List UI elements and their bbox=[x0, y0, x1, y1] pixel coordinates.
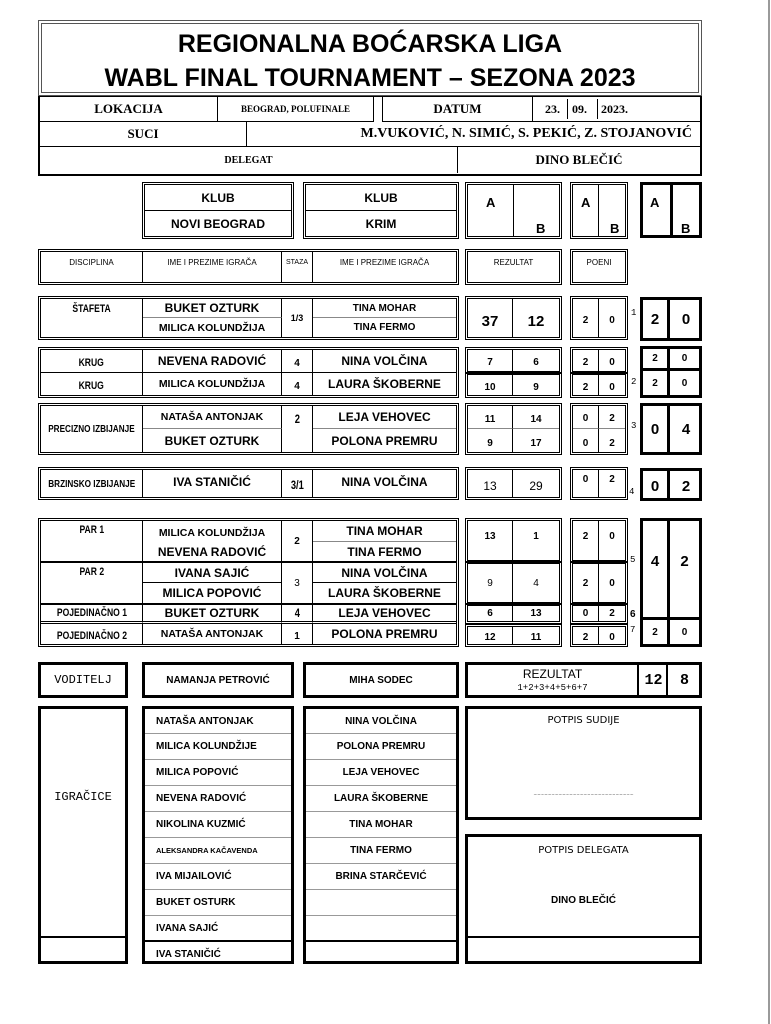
delegat-label: DELEGAT bbox=[40, 147, 458, 173]
player-b2: POLONA PREMRU bbox=[331, 433, 438, 448]
total-a: 0 bbox=[643, 471, 670, 498]
result-b: 9 bbox=[533, 381, 539, 393]
match-stafeta bbox=[38, 296, 459, 340]
player-row bbox=[306, 942, 456, 967]
rezultat-ab-header bbox=[465, 182, 562, 239]
player-row: TINA MOHAR bbox=[306, 812, 456, 838]
player-b1: TINA MOHAR bbox=[313, 299, 456, 318]
points-poj2 bbox=[570, 624, 628, 647]
player-row: BUKET OSTURK bbox=[145, 890, 291, 916]
datum-year: 2023. bbox=[601, 102, 628, 116]
points-b: 2 bbox=[609, 474, 615, 485]
result-b: 12 bbox=[527, 312, 545, 330]
datum-value bbox=[533, 97, 700, 122]
player-a2: MILICA POPOVIĆ bbox=[143, 583, 282, 605]
player-a: BUKET OZTURK bbox=[143, 605, 282, 624]
match-number: 3 bbox=[631, 421, 637, 431]
staza-text: 2 bbox=[294, 412, 300, 426]
suci-value: M.VUKOVIĆ, N. SIMIĆ, S. PEKIĆ, Z. STOJANOVIĆ bbox=[247, 122, 700, 147]
player-row bbox=[306, 890, 456, 916]
match-number: 2 bbox=[631, 377, 637, 387]
result-a: 7 bbox=[468, 350, 513, 371]
points-b: 0 bbox=[609, 577, 615, 589]
datum-month: 09. bbox=[572, 102, 587, 116]
discipline-text: POJEDINAČNO 2 bbox=[56, 629, 127, 642]
lokacija-value: BEOGRAD, POLUFINALE bbox=[218, 97, 374, 122]
points-brzinsko bbox=[570, 467, 628, 500]
result-poj1 bbox=[465, 603, 562, 624]
staza: 2 bbox=[282, 521, 313, 563]
player-a: NEVENA RADOVIĆ bbox=[143, 350, 282, 373]
signature-line: ........................................................................ bbox=[533, 791, 634, 797]
label-a: A bbox=[486, 195, 496, 210]
player-a1: MILICA KOLUNDŽIJA bbox=[143, 521, 282, 542]
result-par1 bbox=[465, 518, 562, 563]
result-a: 12 bbox=[468, 627, 513, 644]
points-a: 2 bbox=[573, 375, 599, 395]
staza: 1 bbox=[282, 624, 313, 644]
result-a: 13 bbox=[468, 521, 513, 560]
delegat-signature-name: DINO BLEČIĆ bbox=[551, 894, 616, 906]
total-b: 4 bbox=[681, 420, 691, 438]
discipline-text: PRECIZNO IZBIJANJE bbox=[48, 423, 135, 435]
points-b: 0 bbox=[609, 632, 615, 643]
player-row: MILICA POPOVIĆ bbox=[145, 760, 291, 786]
total-b: 0 bbox=[681, 377, 688, 389]
divider bbox=[468, 936, 699, 938]
staza: 4 bbox=[282, 350, 313, 373]
discipline-text: BRZINSKO IZBIJANJE bbox=[48, 477, 135, 490]
club-a-box bbox=[142, 182, 294, 239]
player-row: POLONA PREMRU bbox=[306, 734, 456, 760]
match-brzinsko bbox=[38, 467, 459, 500]
result-b: 6 bbox=[533, 357, 539, 368]
result-b: 17 bbox=[530, 438, 542, 449]
points-a: 2 bbox=[573, 564, 599, 602]
player-a: MILICA KOLUNDŽIJA bbox=[143, 373, 282, 395]
points-poj1 bbox=[570, 603, 628, 624]
result-krug-1 bbox=[465, 347, 562, 374]
staza-text: 4 bbox=[294, 606, 300, 620]
match-pairs-singles bbox=[38, 518, 459, 647]
points-b: 0 bbox=[609, 314, 615, 326]
label-a: A bbox=[581, 195, 591, 210]
discipline-text: POJEDINAČNO 1 bbox=[56, 607, 127, 619]
result-a: 37 bbox=[468, 299, 513, 337]
total-ab-header bbox=[640, 182, 702, 238]
result-a: 9 bbox=[468, 429, 513, 452]
col-poeni: POENI bbox=[570, 249, 628, 285]
klub-label-b: KLUB bbox=[306, 185, 456, 211]
match-number: 1 bbox=[631, 308, 637, 318]
voditelj-a: NAMANJA PETROVIĆ bbox=[142, 662, 294, 698]
poeni-ab-header bbox=[570, 182, 628, 239]
points-a: 2 bbox=[573, 627, 599, 644]
total-result-box bbox=[465, 662, 702, 698]
result-b: 1 bbox=[533, 531, 539, 542]
result-b: 4 bbox=[533, 577, 539, 589]
points-a: 0 bbox=[573, 606, 599, 621]
club-b-box bbox=[303, 182, 459, 239]
points-b: 2 bbox=[599, 406, 625, 429]
player-b2: TINA FERMO bbox=[313, 542, 456, 563]
total-a: 2 bbox=[643, 371, 670, 395]
divider bbox=[597, 99, 598, 119]
points-a: 0 bbox=[573, 429, 599, 452]
player-a2: NEVENA RADOVIĆ bbox=[143, 542, 282, 563]
col-igrac-b: IME I PREZIME IGRAČA bbox=[339, 258, 430, 267]
total-brzinsko bbox=[640, 468, 702, 501]
points-b: 0 bbox=[609, 381, 615, 393]
divider bbox=[41, 936, 125, 938]
label-b: B bbox=[536, 221, 546, 236]
discipline-label bbox=[41, 406, 143, 452]
datum-day: 23. bbox=[545, 102, 560, 116]
player-row: IVA MIJAILOVIĆ bbox=[145, 864, 291, 890]
divider bbox=[567, 99, 568, 119]
points-precizno bbox=[570, 403, 628, 455]
player-b1: LEJA VEHOVEC bbox=[313, 406, 456, 429]
players-a-list bbox=[142, 706, 294, 964]
player-b: LAURA ŠKOBERNE bbox=[328, 377, 441, 391]
voditelj-b: MIHA SODEC bbox=[303, 662, 459, 698]
player-b: NINA VOLČINA bbox=[341, 475, 428, 489]
discipline-label bbox=[41, 563, 143, 605]
player-b: POLONA PREMRU bbox=[331, 627, 438, 641]
player-a1: BUKET OZTURK bbox=[143, 299, 282, 318]
discipline-label bbox=[41, 373, 143, 395]
result-b: 11 bbox=[530, 632, 542, 643]
total-krug bbox=[640, 346, 702, 398]
discipline-text: KRUG bbox=[78, 379, 105, 392]
player-a: IVA STANIČIĆ bbox=[143, 470, 282, 497]
staza bbox=[282, 605, 313, 624]
title-box bbox=[38, 20, 702, 96]
total-b: 0 bbox=[681, 310, 691, 328]
result-a: 9 bbox=[468, 564, 513, 602]
title-line-1: REGIONALNA BOĆARSKA LIGA bbox=[177, 29, 563, 58]
title-line-2: WABL FINAL TOURNAMENT – SEZONA 2023 bbox=[104, 63, 636, 92]
igracice-label: IGRAČICE bbox=[54, 790, 112, 804]
total-b: 8 bbox=[679, 671, 689, 689]
divider bbox=[670, 185, 673, 235]
label-a: A bbox=[650, 195, 660, 210]
player-a2: BUKET OZTURK bbox=[143, 429, 282, 452]
player-b2: LAURA ŠKOBERNE bbox=[313, 583, 456, 605]
result-a: 13 bbox=[468, 470, 513, 497]
igracice-box bbox=[38, 706, 128, 964]
staza: 4 bbox=[282, 373, 313, 395]
total-a: 4 bbox=[643, 521, 670, 620]
points-a: 2 bbox=[573, 521, 599, 560]
points-par1 bbox=[570, 518, 628, 563]
match-number: 7 bbox=[630, 625, 636, 635]
suci-label: SUCI bbox=[40, 122, 247, 147]
discipline-label bbox=[41, 521, 143, 563]
player-row bbox=[306, 916, 456, 942]
result-poj2 bbox=[465, 624, 562, 647]
match-number: 6 bbox=[630, 609, 636, 620]
result-b: 14 bbox=[513, 406, 559, 429]
points-b: 2 bbox=[609, 437, 615, 449]
discipline-label bbox=[41, 299, 143, 337]
total-a: 2 bbox=[643, 300, 670, 338]
discipline-text: ŠTAFETA bbox=[72, 303, 111, 315]
voditelj-label: VODITELJ bbox=[38, 662, 128, 698]
player-row: BRINA STARČEVIĆ bbox=[306, 864, 456, 890]
column-header-row bbox=[38, 249, 459, 285]
total-a: 2 bbox=[643, 349, 670, 371]
staza: 1/3 bbox=[282, 299, 313, 337]
points-b: 2 bbox=[609, 608, 615, 619]
col-staza: STAZA bbox=[282, 252, 313, 282]
player-b1: NINA VOLČINA bbox=[313, 563, 456, 583]
staza bbox=[282, 470, 313, 497]
delegat-value: DINO BLEČIĆ bbox=[535, 152, 623, 167]
klub-label-a: KLUB bbox=[145, 185, 291, 211]
players-b-list bbox=[303, 706, 459, 964]
player-row: LAURA ŠKOBERNE bbox=[306, 786, 456, 812]
divider bbox=[513, 185, 514, 236]
result-a: 11 bbox=[468, 406, 513, 429]
rezultat-label: REZULTAT bbox=[522, 666, 583, 681]
player-b1: TINA MOHAR bbox=[313, 521, 456, 542]
col-rezultat: REZULTAT bbox=[465, 249, 562, 285]
player-row: NIKOLINA KUZMIĆ bbox=[145, 812, 291, 838]
player-b: LEJA VEHOVEC bbox=[313, 605, 456, 624]
points-b: 0 bbox=[609, 357, 615, 368]
potpis-sudije-label: POTPIS SUDIJE bbox=[547, 714, 620, 726]
points-a: 0 bbox=[573, 470, 599, 497]
match-number: 5 bbox=[630, 555, 636, 565]
match-krug bbox=[38, 347, 459, 398]
points-a: 0 bbox=[573, 406, 599, 429]
staza-text: 3/1 bbox=[290, 478, 304, 492]
points-krug-2 bbox=[570, 372, 628, 398]
club-a-name: NOVI BEOGRAD bbox=[170, 216, 265, 231]
total-b: 2 bbox=[681, 478, 691, 495]
points-a: 2 bbox=[573, 299, 599, 337]
potpis-delegata-label: POTPIS DELEGATA bbox=[538, 844, 629, 856]
discipline-text: KRUG bbox=[78, 356, 105, 369]
info-table bbox=[38, 96, 702, 176]
label-b: B bbox=[610, 221, 620, 236]
divider bbox=[598, 185, 599, 236]
datum-label: DATUM bbox=[383, 97, 533, 122]
result-b: 13 bbox=[530, 608, 542, 619]
result-a: 10 bbox=[468, 375, 513, 395]
total-pairs bbox=[640, 518, 702, 647]
player-a2: MILICA KOLUNDŽIJA bbox=[143, 318, 282, 337]
potpis-delegata-box bbox=[465, 834, 702, 964]
result-a: 6 bbox=[468, 606, 513, 621]
player-row: IVANA SAJIĆ bbox=[145, 916, 291, 942]
points-stafeta bbox=[570, 296, 628, 340]
player-row: ALEKSANDRA KAČAVENDA bbox=[145, 838, 291, 864]
total-b: 2 bbox=[670, 521, 699, 620]
total-a: 0 bbox=[643, 406, 670, 452]
player-row: NINA VOLČINA bbox=[306, 709, 456, 734]
rezultat-cell bbox=[468, 665, 639, 695]
total-b: 0 bbox=[681, 626, 688, 638]
player-row: IVA STANIČIĆ bbox=[156, 949, 221, 960]
total-a: 12 bbox=[641, 665, 668, 695]
potpis-sudije-box bbox=[465, 706, 702, 820]
discipline-label bbox=[41, 605, 143, 624]
player-a1: IVANA SAJIĆ bbox=[143, 563, 282, 583]
player-row: TINA FERMO bbox=[306, 838, 456, 864]
points-krug-1 bbox=[570, 347, 628, 374]
points-a: 2 bbox=[573, 350, 599, 371]
player-row: NATAŠA ANTONJAK bbox=[145, 709, 291, 734]
col-disciplina: DISCIPLINA bbox=[41, 252, 143, 282]
player-b2: TINA FERMO bbox=[353, 322, 416, 333]
page-edge-line bbox=[768, 0, 770, 1024]
points-b: 0 bbox=[609, 531, 615, 542]
discipline-text: PAR 2 bbox=[79, 566, 104, 578]
player-a1: NATAŠA ANTONJAK bbox=[143, 406, 282, 429]
result-b: 29 bbox=[529, 478, 543, 493]
staza: 3 bbox=[282, 563, 313, 605]
label-b: B bbox=[681, 221, 691, 236]
result-par2 bbox=[465, 561, 562, 605]
discipline-label bbox=[41, 350, 143, 373]
discipline-label bbox=[41, 624, 143, 644]
lokacija-label: LOKACIJA bbox=[40, 97, 218, 122]
points-par2 bbox=[570, 561, 628, 605]
club-b-name: KRIM bbox=[365, 216, 397, 231]
player-row: NEVENA RADOVIĆ bbox=[145, 786, 291, 812]
total-stafeta bbox=[640, 297, 702, 341]
total-a: 2 bbox=[643, 620, 670, 644]
player-a: NATAŠA ANTONJAK bbox=[143, 624, 282, 644]
result-stafeta bbox=[465, 296, 562, 340]
result-krug-2 bbox=[465, 372, 562, 398]
rezultat-formula: 1+2+3+4+5+6+7 bbox=[517, 682, 588, 693]
discipline-label bbox=[41, 470, 143, 497]
match-precizno bbox=[38, 403, 459, 455]
col-igrac-a: IME I PREZIME IGRAČA bbox=[143, 252, 282, 282]
result-brzinsko bbox=[465, 467, 562, 500]
discipline-text: PAR 1 bbox=[79, 524, 104, 536]
player-row: MILICA KOLUNDŽIJE bbox=[145, 734, 291, 760]
staza bbox=[282, 406, 313, 452]
match-number: 4 bbox=[629, 487, 635, 497]
total-precizno bbox=[640, 403, 702, 455]
player-row: LEJA VEHOVEC bbox=[306, 760, 456, 786]
player-b: NINA VOLČINA bbox=[313, 350, 456, 373]
result-precizno bbox=[465, 403, 562, 455]
total-b: 0 bbox=[670, 349, 699, 371]
